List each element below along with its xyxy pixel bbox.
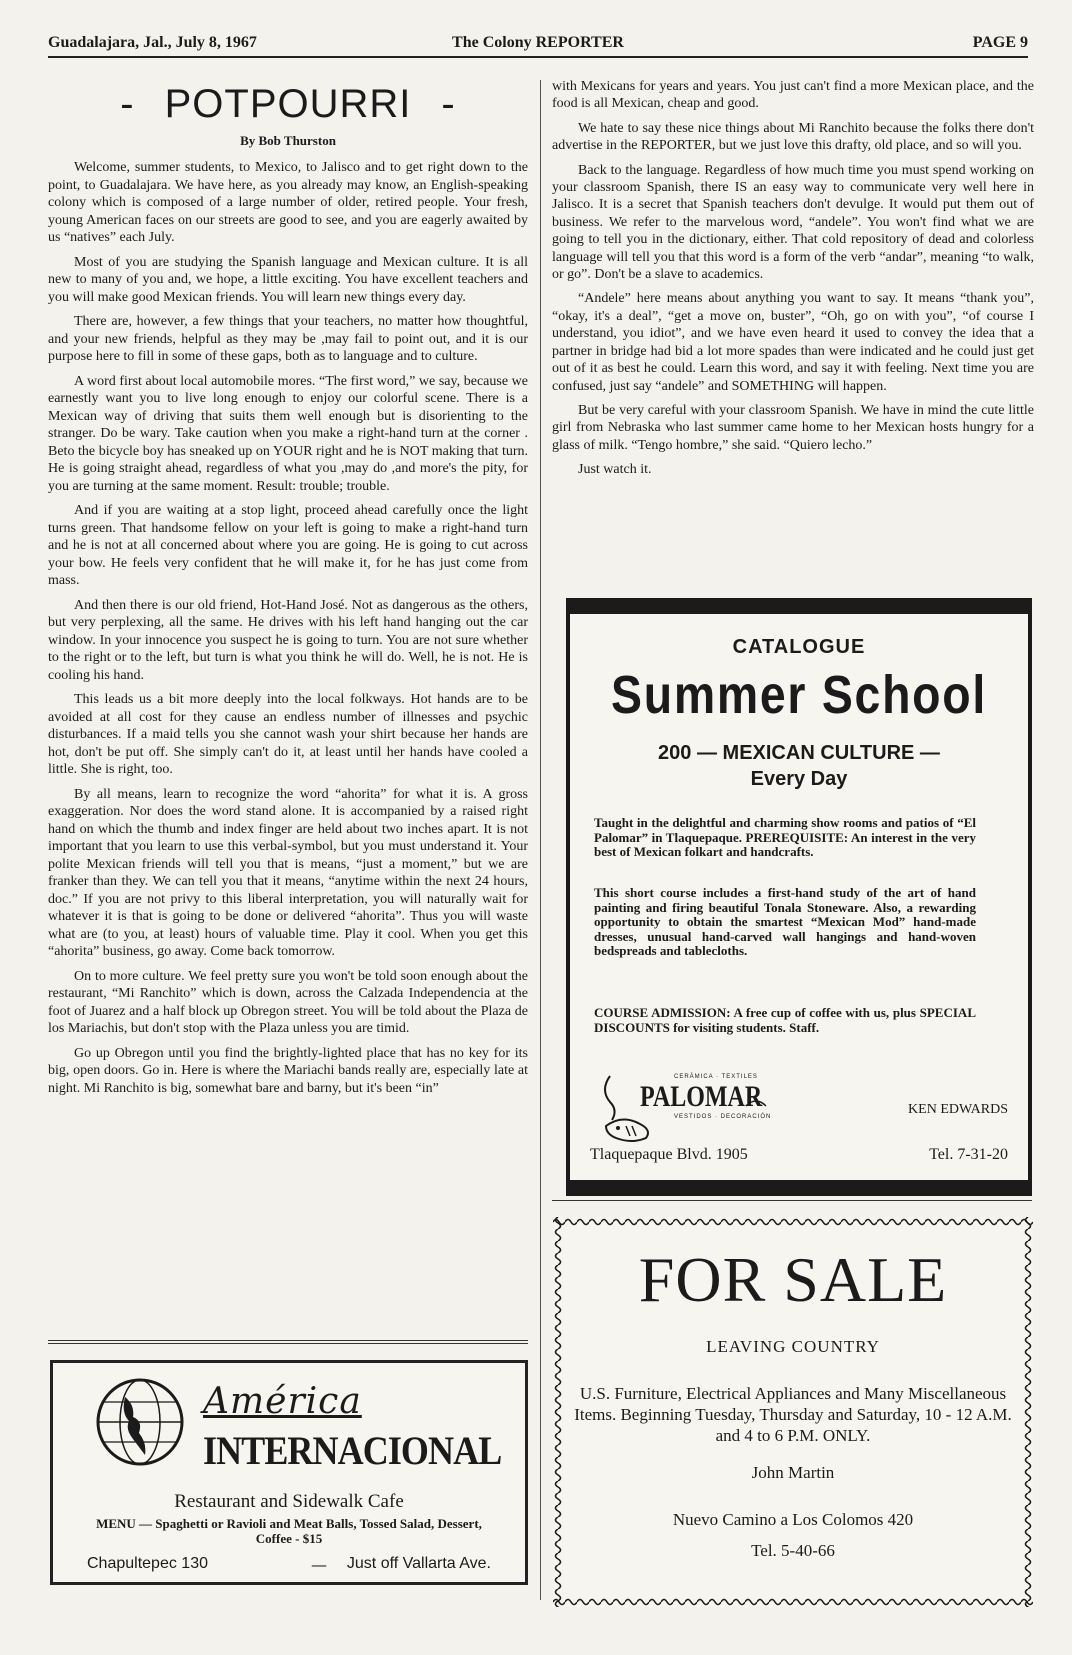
dateline: Guadalajara, Jal., July 8, 1967 <box>48 34 257 51</box>
paragraph: Back to the language. Regardless of how much time you must spend working on your classroom Spanish, there IS an easy way to communicate very well here in Jalisco. It is a secret that Spanish teachers don't devulge. It would put them out of business. We refer to the marvelous word, “andele”. You won't find what we are going to tell you in the dictionary, either. That cold repository of dead and colorless language will tell you that this word is a form of the verb “andar”, meaning “to walk, or go”. Don't be a slave to academics. <box>552 162 1034 283</box>
america-menu: MENU — Spaghetti or Ravioli and Meat Balls, Tossed Salad, Dessert, Coffee - $15 <box>96 1516 482 1546</box>
newspaper-name: The Colony REPORTER <box>452 34 624 51</box>
paragraph: On to more culture. We feel pretty sure you won't be told soon enough about the restaurant, “Mi Ranchito” which is down, across the Calzada Independencia at the foot of Juarez and a half block up Obregon street. You will be told about the Plaza de los Mariachis, but don't stop with the Plaza unless you are timid. <box>48 968 528 1036</box>
catalogue-ad <box>566 602 1032 1192</box>
america-address-note: Just off Vallarta Ave. <box>346 1555 491 1572</box>
catalogue-headline: Summer School <box>611 665 987 725</box>
catalogue-course: 200 — MEXICAN CULTURE — <box>658 742 940 764</box>
section-rule <box>48 1340 528 1341</box>
america-internacional-ad <box>50 1360 528 1585</box>
for-sale-headline: FOR SALE <box>638 1244 948 1315</box>
ad-top-bar <box>566 598 1032 614</box>
catalogue-phone: Tel. 7-31-20 <box>929 1146 1008 1163</box>
paragraph: Go up Obregon until you find the brightly-lighted place that has no key for its big, open doors. Go in. Here is where the Mariachi bands really are, especially late at night. Mi Ranchito is big, somewhat bare and barny, but it's been “in” <box>48 1045 528 1096</box>
catalogue-para-2: This short course includes a first-hand study of the art of hand painting and firing beautiful Tonala Stoneware. Also, a rewarding opportunity to obtain the smartest “Mexican Mod” hand-made dresses, unusual hand-carved wall hangings and hand-woven bedspreads and tablecloths. <box>594 885 976 958</box>
globe-icon <box>95 1377 185 1467</box>
article-body-left <box>48 159 528 1097</box>
paragraph: We hate to say these nice things about Mi Ranchito because the folks there don't advertise in the REPORTER, but we just love this drafty, old place, and so will you. <box>552 120 1034 154</box>
column-divider <box>540 80 541 1600</box>
for-sale-address: Nuevo Camino a Los Colomos 420 <box>672 1510 914 1529</box>
paragraph: This leads us a bit more deeply into the local folkways. Hot hands are to be avoided at all cost for they cause an endless number of illnesses and psychic disturbances. If a maid tells you she cannot wash your shirt because her hands are hot, don't be put off. She simply can't do it, at least until her hands have cooled a little. She is right, too. <box>48 692 528 777</box>
paragraph: Welcome, summer students, to Mexico, to Jalisco and to get right down to the point, to Guadalajara. We have here, as you already may know, an English-speaking colony which is composed of a large number of older, retired people. Your fresh, young American faces on our streets are good to see, and you are eagerly awaited by us “natives” each July. <box>48 160 528 245</box>
masthead <box>48 30 1028 58</box>
ad-bottom-bar <box>566 1180 1032 1196</box>
for-sale-phone: Tel. 5-40-66 <box>751 1541 835 1560</box>
america-script-logo: América <box>203 1381 362 1422</box>
paragraph: A word first about local automobile mores. “The first word,” we say, because we earnestly want you to live long enough to enjoy our colorful scene. There is a Mexican way of driving that suits them well enough but is disorienting to the stranger. Do be wary. Take caution when you make a right-hand turn at the corner . Beto the bicycle boy has sneaked up on YOUR right and he is NOT making that turn. He is going straight ahead, regardless of what you ,may do ,and more's the pity, for you are turning at the same moment. Result: trouble; trouble. <box>48 373 528 494</box>
paragraph: with Mexicans for years and years. You just can't find a more Mexican place, and the food is all Mexican, cheap and good. <box>552 79 1034 112</box>
paragraph: And then there is our old friend, Hot-Hand José. Not as dangerous as the others, but very perplexing, all the same. He drives with his left hand hanging out the car window. In your innocence you suspect he is going to turn. You are not sure whether to the right or to the left, but turn is what you think he will do. Well, he is not. He is cooling his hand. <box>48 597 528 683</box>
article-title-text: POTPOURRI <box>164 82 412 126</box>
catalogue-para-1: Taught in the delightful and charming show rooms and patios of “El Palomar” in Tlaquepaque. PREREQUISITE: An interest in the very best of Mexican folkart and handcrafts. <box>594 815 976 859</box>
america-separator: — <box>311 1555 327 1574</box>
section-rule <box>48 1343 528 1344</box>
article-title: - POTPOURRI - <box>120 82 456 126</box>
paragraph: There are, however, a few things that your teachers, no matter how thoughtful, and your new friends, helpful as they may be ,may fail to point out, and it is our purpose here to fill in some of these gaps, both as to language and to culture. <box>48 314 528 364</box>
section-rule <box>552 1200 1032 1201</box>
catalogue-frequency: Every Day <box>750 768 848 790</box>
paragraph: By all means, learn to recognize the word “ahorita” for what it is. A gross exaggeration. Nor does the word stand alone. It is accompanied by a raised right hand on which the thumb and index finger are held about two inches apart. It is not important that you learn to use this verbal-symbol, but you must understand it. Your polite Mexican friends will tell you that is means, “just a moment,” but we are franker than they. We can tell you that it means, “anytime within the next 24 hours, doc.” If you are not privy to this liberal interpretation, you will naturally wait for whatever it is that is going to be done or delivered “ahorita”. Thus you will waste what are (to you, at least) hours of valuable time. Play it cool. When you get this “ahorita” business, go away. Come back tomorrow. <box>48 786 528 959</box>
catalogue-address: Tlaquepaque Blvd. 1905 <box>590 1146 748 1163</box>
palomar-logo-top: CERÁMICA · TEXTILES <box>674 1074 758 1080</box>
catalogue-label: CATALOGUE <box>732 636 866 658</box>
for-sale-sub: LEAVING COUNTRY <box>706 1337 880 1356</box>
paragraph: And if you are waiting at a stop light, proceed ahead carefully once the light turns green. That handsome fellow on your left is going to make a right-hand turn and he is not at all concerned about where you are going. He is going to cut across your bow. He feels very confident that he will make it, for he has just come from mass. <box>48 503 528 588</box>
paragraph: Just watch it. <box>578 462 652 478</box>
catalogue-para-3: COURSE ADMISSION: A free cup of coffee with us, plus SPECIAL DISCOUNTS for visiting students. Staff. <box>594 1005 976 1035</box>
america-address: Chapultepec 130 <box>87 1555 208 1572</box>
page-number: PAGE 9 <box>972 34 1028 51</box>
for-sale-description: U.S. Furniture, Electrical Appliances and Many Miscellaneous Items. Beginning Tuesday, Thursday and Saturday, 10 - 12 A.M. and 4 to 6 P.M. ONLY. <box>574 1384 1012 1445</box>
america-subtitle: Restaurant and Sidewalk Cafe <box>174 1491 404 1512</box>
article-left-column <box>48 78 528 1104</box>
america-brand: INTERNACIONAL <box>203 1428 502 1473</box>
catalogue-contact: KEN EDWARDS <box>908 1102 1008 1117</box>
article-body-right <box>552 78 1034 479</box>
byline: By Bob Thurston <box>240 133 336 148</box>
palomar-logo-name: PALOMAR <box>640 1080 763 1113</box>
article-right-column <box>552 78 1034 486</box>
for-sale-name: John Martin <box>751 1463 835 1482</box>
for-sale-ad <box>553 1217 1033 1607</box>
paragraph: But be very careful with your classroom Spanish. We have in mind the cute little girl from Nebraska who last summer came home to her Mexican hosts hungry for a glass of milk. “Tengo hombre,” she said. “Quiero lecho.” <box>552 402 1034 453</box>
palomar-logo-bottom: VESTIDOS · DECORACIÓN <box>674 1114 772 1120</box>
paragraph: “Andele” here means about anything you want to say. It means “thank you”, “okay, it's a deal”, “get a move on, buster”, “Oh, go on with you”, “of course I understand, you idiot”, and we have even heard it used to convey the idea that a partner in bridge had bid a lot more spades than were indicated and he could just get out of it as best he could. Learn this word, and say it with feeling. Next time you are confused, just say “andele” and SOMETHING will happen. <box>552 291 1034 394</box>
paragraph: Most of you are studying the Spanish language and Mexican culture. It is all new to many of you and, we hope, a little exciting. You have excellent teachers and you will make good Mexican friends. You will learn new things every day. <box>48 254 528 305</box>
